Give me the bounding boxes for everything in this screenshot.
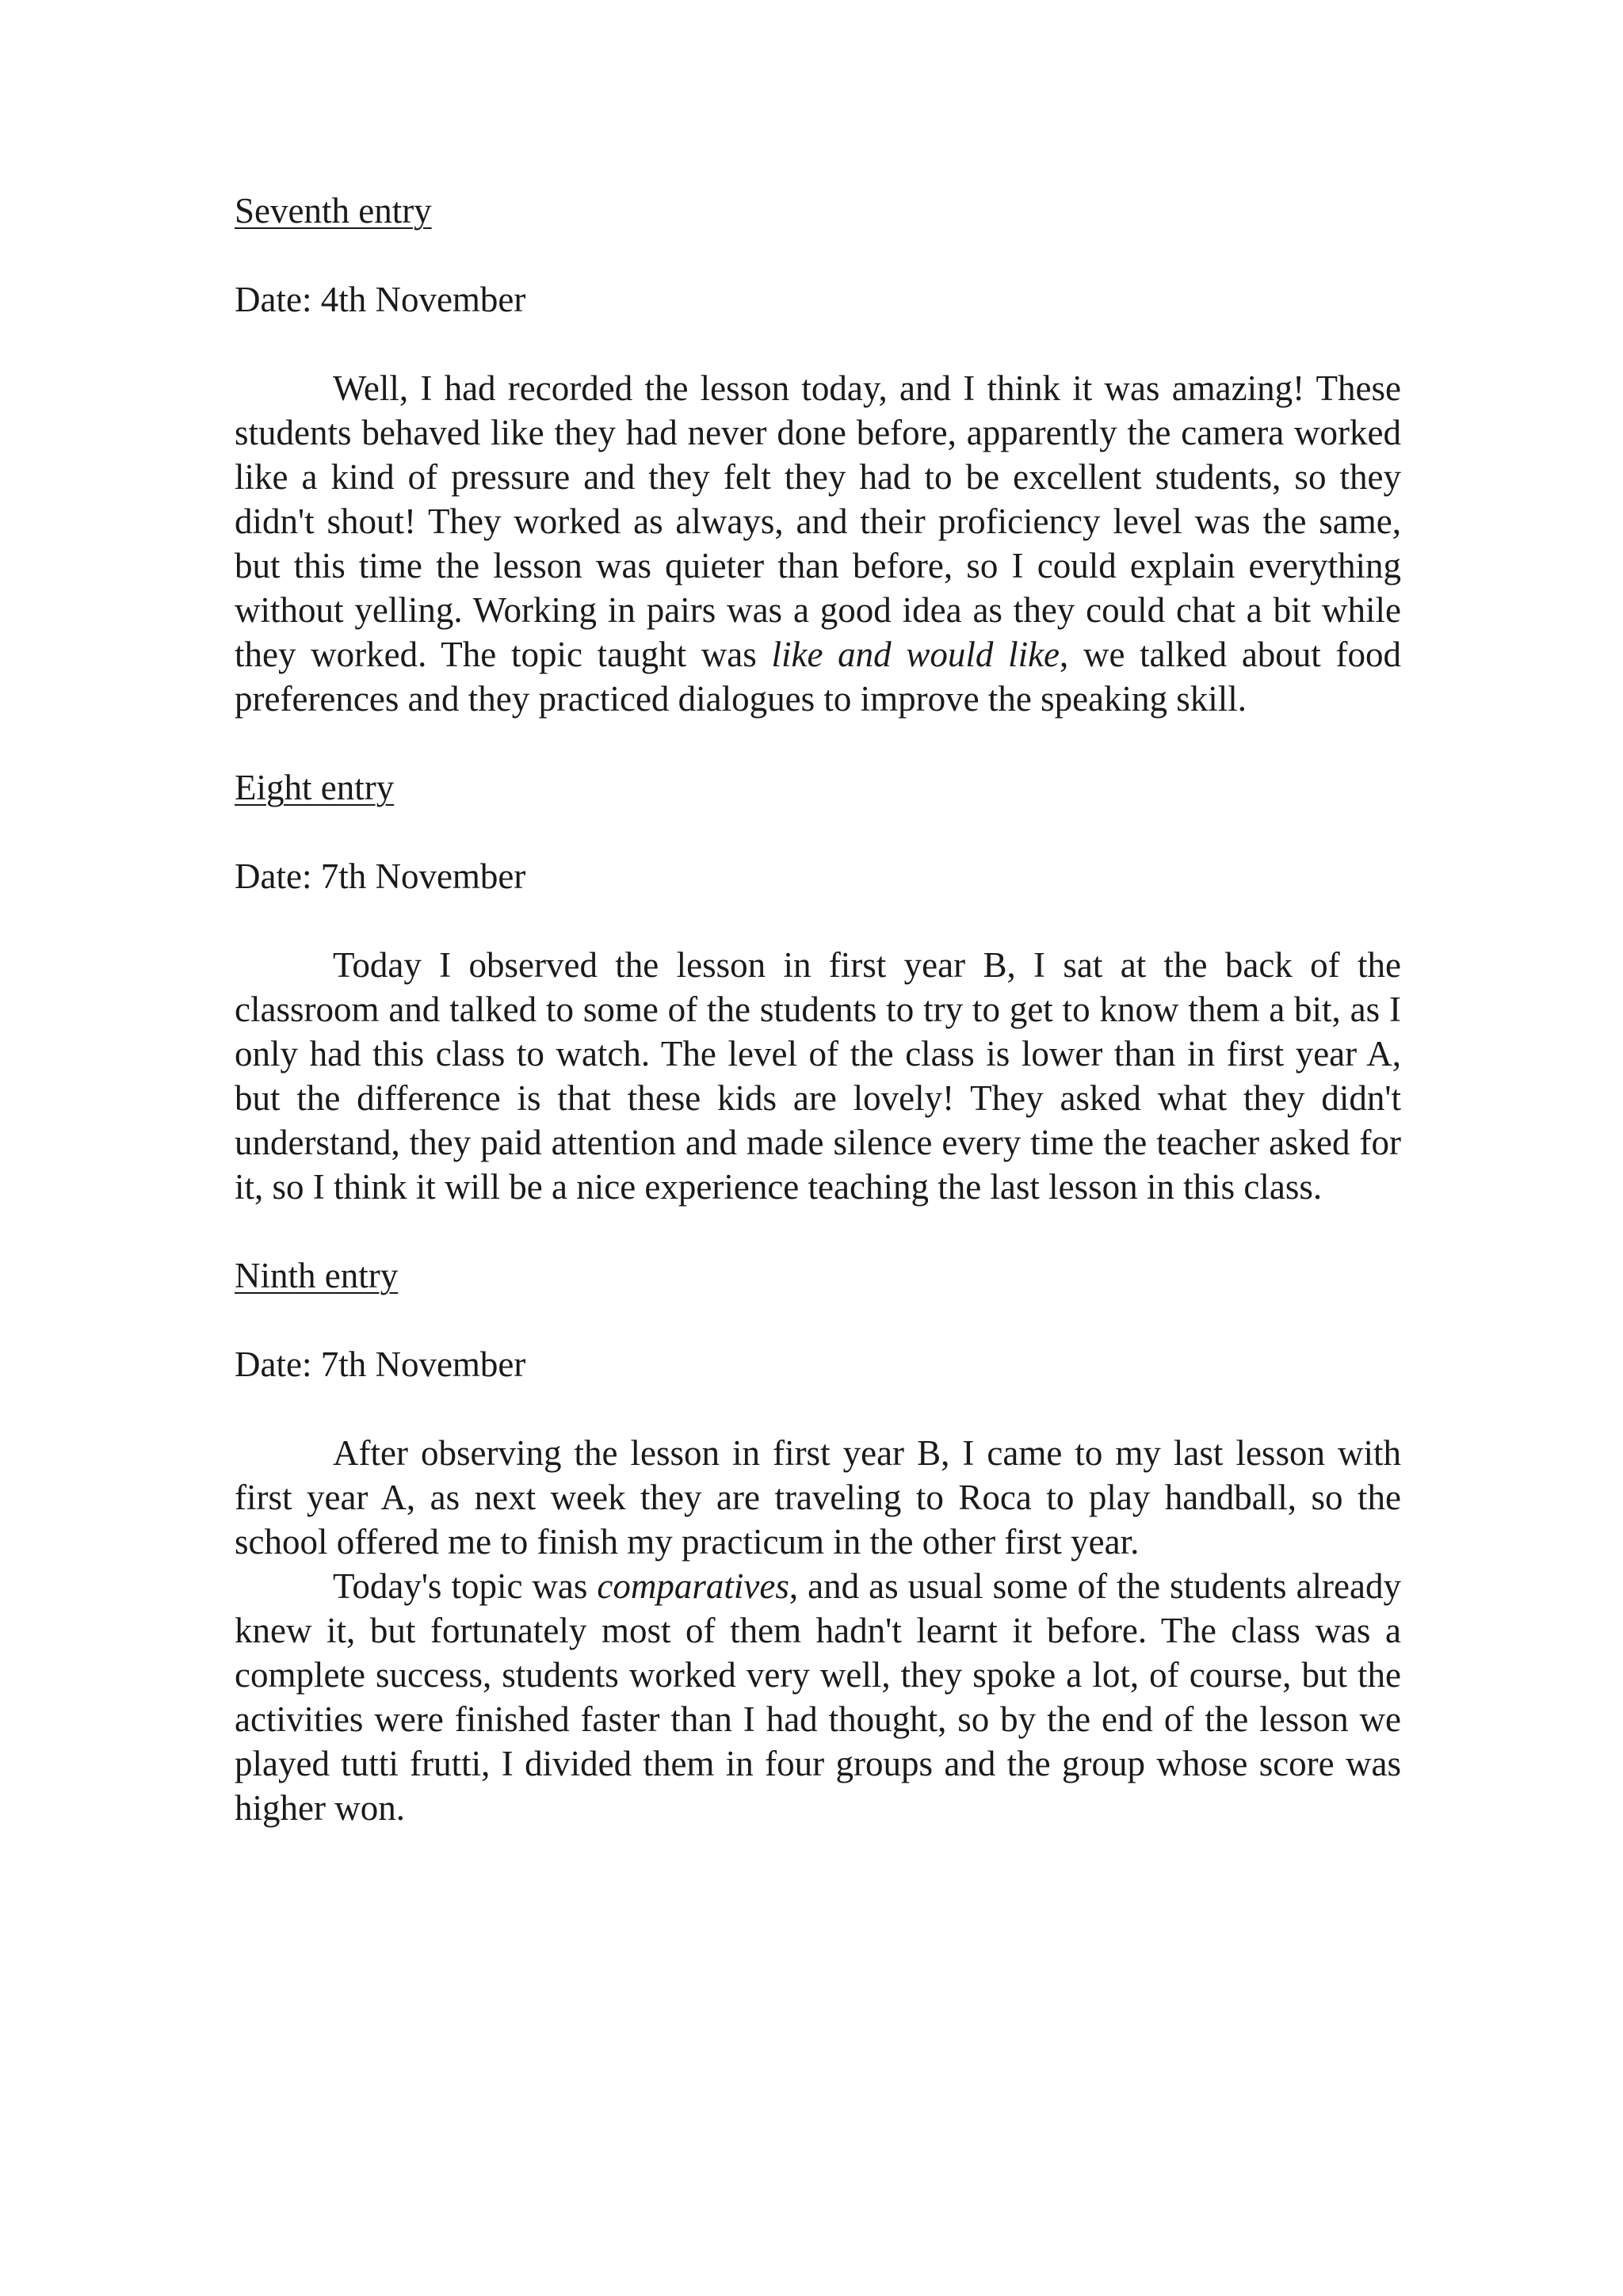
topic-italic-text: comparatives bbox=[597, 1566, 789, 1606]
entry-heading: Ninth entry bbox=[235, 1256, 399, 1295]
paragraph-text: , and as usual some of the students already knew it, but fortunately most of them hadn't learnt it before. The class was a complete success, students worked very well, they spoke a lot, of course, but the activities were finished faster than I had thought, so by the end of the lesson we played tutti frutti, I divided them in four groups and the group whose score was higher won. bbox=[235, 1566, 1401, 1828]
journal-entry-ninth bbox=[235, 1253, 1401, 1830]
document-body bbox=[235, 189, 1401, 1830]
entry-date: Date: 4th November bbox=[235, 280, 526, 319]
entry-paragraph: Today I observed the lesson in first year B, I sat at the back of the classroom and talked to some of the students to try to get to know them a bit, as I only had this class to watch. The level of the class is lower than in first year A, but the difference is that these kids are lovely! They asked what they didn't understand, they paid attention and made silence every time the teacher asked for it, so I think it will be a nice experience teaching the last lesson in this class. bbox=[235, 945, 1401, 1207]
entry-paragraph bbox=[235, 366, 1401, 721]
topic-italic-text: like and would like bbox=[771, 635, 1060, 674]
entry-date: Date: 7th November bbox=[235, 856, 526, 896]
journal-entry-eighth bbox=[235, 765, 1401, 1209]
paragraph-text: Today's topic was bbox=[333, 1566, 598, 1606]
entry-date: Date: 7th November bbox=[235, 1344, 526, 1384]
paragraph-text: , we talked about food preferences and they practiced dialogues to improve the speaking skill. bbox=[235, 635, 1401, 719]
entry-heading: Eight entry bbox=[235, 768, 395, 807]
entry-paragraph: After observing the lesson in first year B, I came to my last lesson with first year A, as next week they are traveling to Roca to play handball, so the school offered me to finish my practicum in the other first year. bbox=[235, 1433, 1401, 1562]
journal-entry-seventh bbox=[235, 189, 1401, 721]
paragraph-text: Well, I had recorded the lesson today, and I think it was amazing! These students behaved like they had never done before, apparently the camera worked like a kind of pressure and they felt they had to be excellent students, so they didn't shout! They worked as always, and their proficiency level was the same, but this time the lesson was quieter than before, so I could explain everything without yelling. Working in pairs was a good idea as they could chat a bit while they worked. The topic taught was bbox=[235, 368, 1401, 674]
entry-heading: Seventh entry bbox=[235, 191, 432, 231]
entry-paragraph bbox=[235, 1564, 1401, 1830]
